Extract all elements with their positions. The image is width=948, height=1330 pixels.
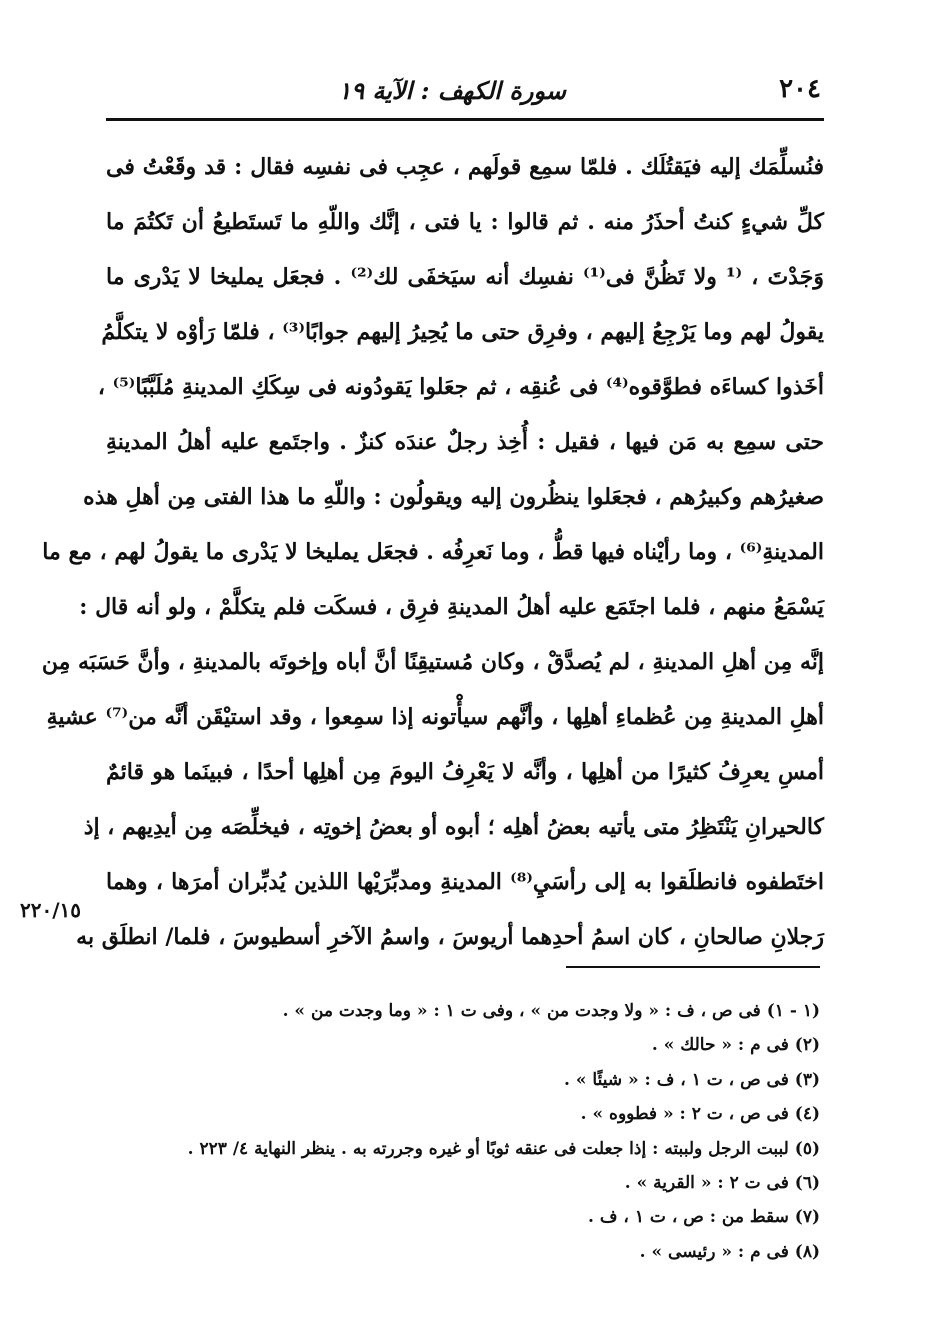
text-line: حتى سمِع به مَن فيها ، فقيل : أُخِذ رجلٌ عندَه كنزٌ . واجتَمع عليه أهلُ المدينةِ (106, 429, 824, 455)
text-line: صغيرُهم وكبيرُهم ، فجعَلوا ينظُرون إليه ويقولُون : واللّهِ ما هذا الفتى مِن أهلِ هذه (83, 484, 824, 510)
footnotes (160, 994, 820, 1269)
text-line: يقولُ لهم وما يَرْجِعُ إليهم ، وفرِق حتى ما يُحِيرُ إليهم جوابًا⁽³⁾ ، فلمّا رَأوْه لا يتكلَّمُ (101, 319, 824, 345)
text-line: وَجَدْتَ ، ⁽¹ ولا تَظُنَّ فى⁽¹⁾ نفسِك أنه سيَخفَى لك⁽²⁾ . فجعَل يمليخا لا يَدْرى ما (106, 264, 824, 290)
footnote: (١ - ١) فى ص ، ف : « ولا وجدت من » ، وفى ت ١ : « وما وجدت من » . (282, 1001, 820, 1021)
text-line: اختَطفوه فانطلَقوا به إلى رأسَيِ⁽⁸⁾ المدينةِ ومدبِّرَيْها اللذين يُدبِّران أمرَها ، وهما (106, 869, 825, 895)
text-line: رَجلانِ صالحانِ ، كان اسمُ أحدِهما أريوسَ ، واسمُ الآخرِ أسطيوسَ ، فلما/ انطلَق به (76, 924, 824, 950)
footnote: (٥) لببت الرجل ولببته : إذا جعلت فى عنقه ثوبًا أو غيره وجررته به . ينظر النهاية ٤/ ٢٢٣ . (187, 1138, 820, 1159)
text-line: كلِّ شيءٍ كنتُ أحذَرُ منه . ثم قالوا : يا فتى ، إنَّك واللّهِ ما تَستَطيعُ أن تَكتُمَ ما (106, 209, 824, 235)
text-line: أهلِ المدينةِ مِن عُظماءِ أهلِها ، وأنَّهم سيأْتونه إذا سمِعوا ، وقد استيْقَن أنَّه من⁽⁷⁾ عشيةِ (46, 704, 824, 730)
running-title: سورة الكهف : الآية ١٩ (338, 76, 566, 105)
footnote: (٨) فى م : « رئيسى » . (639, 1241, 820, 1262)
footnote: (٦) فى ت ٢ : « القرية » . (624, 1172, 820, 1193)
footnote: (٤) فى ص ، ت ٢ : « فطووه » . (580, 1104, 820, 1125)
text-line: أخَذوا كساءَه فطوَّقوه⁽⁴⁾ فى عُنقِه ، ثم جعَلوا يَقودُونه فى سِكَكِ المدينةِ مُلَبَّبًا⁽⁵⁾ ، (97, 374, 824, 400)
text-line: إنَّه مِن أهلِ المدينةِ ، لم يُصدَّقْ ، وكان مُستيقِنًا أنَّ أباه وإخوتَه بالمدينةِ ، وأنَّ حَسَبَه مِن (41, 649, 824, 675)
text-line: كالحيرانِ يَنْتَظِرُ متى يأتيه بعضُ أهلِه ؛ أبوه أو بعضُ إخوتِه ، فيخلِّصَه مِن أيدِيهم ، إذ (83, 814, 824, 840)
header-rule (106, 118, 824, 121)
text-line: المدينةِ⁽⁶⁾ ، وما رأيْناه فيها قطُّ ، وما نَعرِفُه . فجعَل يمليخا لا يَدْرى ما يقولُ لهم ، مع ما (42, 539, 824, 565)
text-line: يَسْمَعُ منهم ، فلما اجتَمَع عليه أهلُ المدينةِ فرِق ، فسكَت فلم يتكلَّمْ ، ولو أنه قال : (79, 594, 824, 620)
text-line: أمسِ يعرِفُ كثيرًا من أهلِها ، وأنَّه لا يَعْرِفُ اليومَ مِن أهلِها أحدًا ، فبينَما هو قائمٌ (106, 759, 824, 785)
footnote: (٧) سقط من : ص ، ت ١ ، ف . (588, 1207, 820, 1228)
text-line: فنُسلِّمَك إليه فيَقتُلَك . فلمّا سمِع قولَهم ، عجِب فى نفسِه فقال : قد وقَعْتُ فى (106, 154, 824, 180)
page-header (106, 70, 821, 110)
margin-page-reference: ٢٢٠/١٥ (20, 898, 82, 922)
page-number: ٢٠٤ (779, 74, 821, 104)
footnote: (٣) فى ص ، ت ١ ، ف : « شيئًا » . (564, 1069, 820, 1090)
footnote: (٢) فى م : « حالك » . (651, 1035, 820, 1056)
footnote-rule (566, 966, 820, 968)
